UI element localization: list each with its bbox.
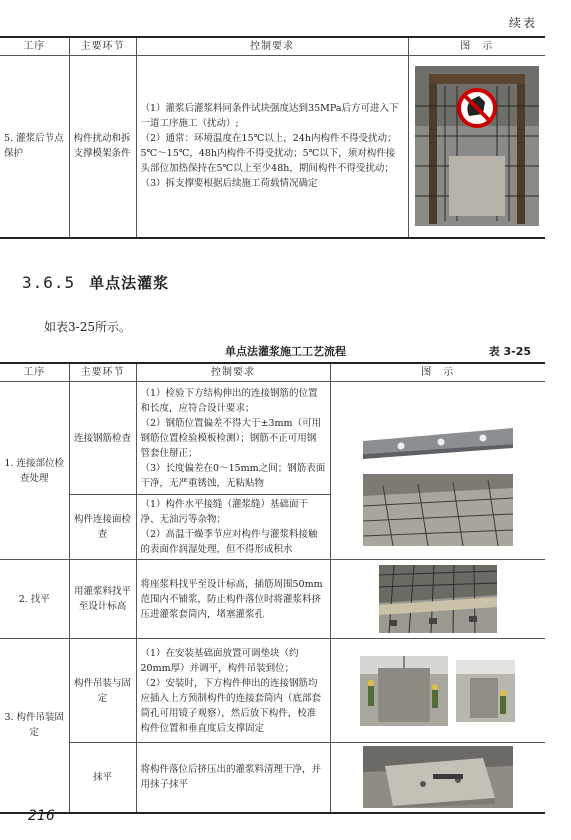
- control-item: （2）安装时，下方构件伸出的连接钢筋均应插入上方预制构件的连接套筒内（底部套筒孔可用镜子观察），然后放下构件，校准构件位置和垂直度后支撑固定: [140, 677, 322, 734]
- control-item: （1）灌浆后灌浆料同条件试块强度达到35MPa后方可进入下一道工序施工（扰动）;: [140, 103, 399, 130]
- table-header-row: [0, 363, 545, 382]
- hoisting-photo: [360, 656, 515, 726]
- table-row: [0, 382, 545, 495]
- control-item: （3）拆支撑要根据后续施工荷载情况确定: [140, 178, 318, 190]
- cell-link: 连接钢筋检查: [69, 382, 136, 495]
- header-figure: 图 示: [330, 363, 545, 382]
- control-item: 将座浆料找平至设计标高，插筋周围50mm范围内不铺浆，防止构件落位时将灌浆料挤压进灌浆套筒内，堵塞灌浆孔: [140, 578, 323, 620]
- cell-control: [136, 743, 330, 813]
- section-heading: [22, 272, 169, 293]
- cell-figure: [330, 382, 545, 560]
- table-title: 单点法灌浆施工工艺流程: [225, 345, 346, 358]
- section-title: 单点法灌浆: [89, 274, 170, 292]
- header-control: 控制要求: [136, 37, 408, 56]
- cell-control: [136, 639, 330, 743]
- cell-link: 构件连接面检查: [69, 495, 136, 560]
- cell-step: 3. 构件吊装固定: [0, 639, 69, 813]
- cell-figure: [330, 743, 545, 813]
- table-header-row: [0, 37, 545, 56]
- cell-control: [136, 495, 330, 560]
- cell-control: [136, 382, 330, 495]
- header-link: 主要环节: [69, 37, 136, 56]
- control-item: （1）在安装基础面放置可调垫块（约20mm厚）并调平，构件吊装到位；: [140, 647, 299, 674]
- table-number: 表 3-25: [488, 345, 531, 358]
- table-3-25: [0, 362, 545, 814]
- control-item: （2）高温干燥季节应对构件与灌浆料接触的表面作润湿处理，但不得形成积水: [140, 529, 318, 555]
- control-item: （3）长度偏差在0～15mm之间；钢筋表面干净，无严重锈蚀，无粘贴物: [140, 462, 326, 489]
- leveling-photo: [379, 565, 497, 633]
- cell-link: 构件扰动和拆支撑模架条件: [69, 56, 136, 238]
- cell-step: 2. 找平: [0, 560, 69, 639]
- cell-figure: [330, 560, 545, 639]
- rebar-template-photo: [363, 396, 513, 546]
- section-number: 3.6.5: [22, 273, 76, 292]
- cell-figure: [408, 56, 545, 238]
- cell-control: [136, 560, 330, 639]
- header-control: 控制要求: [136, 363, 330, 382]
- page-number: 216: [28, 808, 55, 824]
- control-item: 将构件落位后挤压出的灌浆料清理干净，并用抹子抹平: [140, 764, 322, 791]
- cell-link: 抹平: [69, 743, 136, 813]
- scaffold-no-touch-photo: [415, 66, 539, 226]
- intro-text: 如表3-25所示。: [44, 320, 131, 334]
- header-link: 主要环节: [69, 363, 136, 382]
- table-row: [0, 743, 545, 813]
- control-item: （1）构件水平接缝（灌浆缝）基础面干净、无油污等杂物；: [140, 499, 309, 525]
- control-item: （2）钢筋位置偏差不得大于±3mm（可用钢筋位置检验模板检测）；钢筋不正可用钢管套住掰正；: [140, 417, 322, 459]
- cell-control: [136, 56, 408, 238]
- control-item: （2）通常：环境温度在15℃以上，24h内构件不得受扰动；5℃～15℃，48h内构件不得受扰动；5℃以下，须对构件接头部位加热保持在5℃以上至少48h，期间构件不得受扰动；: [140, 133, 397, 175]
- cell-link: 用灌浆料找平至设计标高: [69, 560, 136, 639]
- header-step: 工序: [0, 37, 69, 56]
- table-row: [0, 56, 545, 238]
- control-item: （1）检验下方结构伸出的连接钢筋的位置和长度，应符合设计要求；: [140, 387, 318, 414]
- table-row: [0, 560, 545, 639]
- header-step: 工序: [0, 363, 69, 382]
- table-row: [0, 639, 545, 743]
- cell-link: 构件吊装与固定: [69, 639, 136, 743]
- table-continued: [0, 36, 545, 239]
- cell-step: 1. 连接部位检查处理: [0, 382, 69, 560]
- smoothing-photo: [363, 746, 513, 808]
- cell-figure: [330, 639, 545, 743]
- continued-label: 续表: [508, 16, 537, 30]
- header-figure: 图 示: [408, 37, 545, 56]
- cell-step: 5. 灌浆后节点保护: [0, 56, 69, 238]
